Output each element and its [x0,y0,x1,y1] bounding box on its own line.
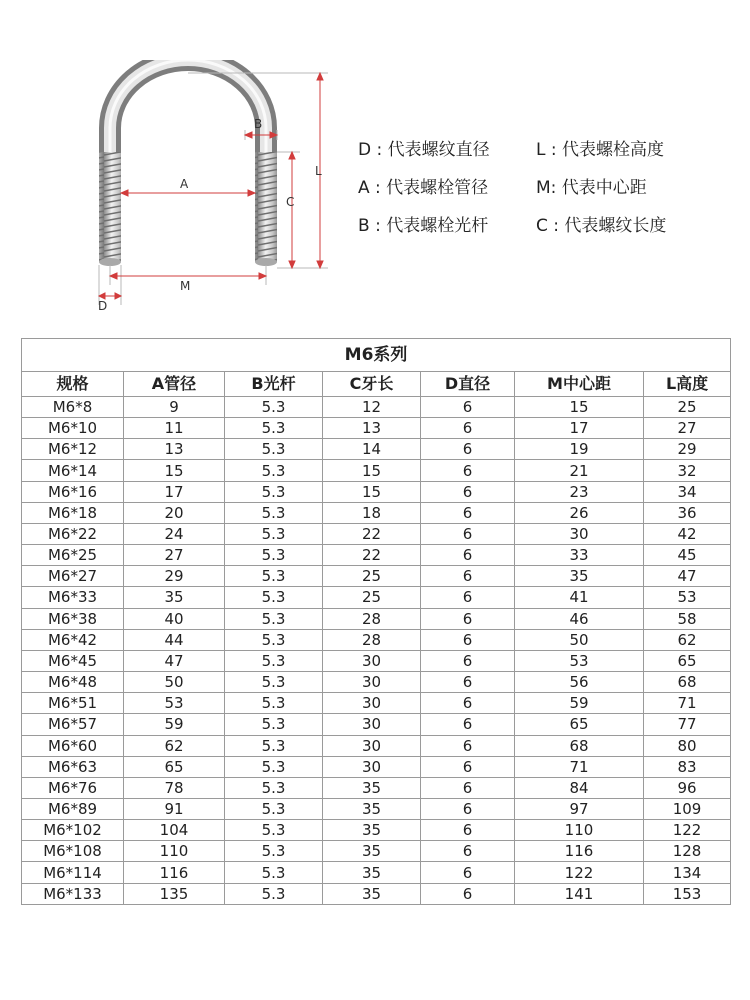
table-cell: 14 [323,439,421,460]
table-cell: M6*25 [22,545,124,566]
table-cell: 35 [515,566,644,587]
table-cell: 35 [124,587,225,608]
table-row [22,862,731,883]
table-cell: 28 [323,608,421,629]
table-cell: M6*10 [22,418,124,439]
header-a: A管径 [124,372,225,397]
table-cell: 5.3 [225,418,323,439]
table-row [22,777,731,798]
table-cell: 20 [124,502,225,523]
table-cell: 122 [515,862,644,883]
table-row [22,629,731,650]
table-cell: 91 [124,798,225,819]
table-cell: 30 [515,523,644,544]
table-cell: 6 [421,545,515,566]
u-bolt-shape [99,60,277,266]
table-cell: 23 [515,481,644,502]
table-cell: M6*14 [22,460,124,481]
table-cell: 21 [515,460,644,481]
table-row [22,735,731,756]
table-cell: 6 [421,566,515,587]
table-cell: 5.3 [225,566,323,587]
table-cell: 5.3 [225,756,323,777]
table-row [22,714,731,735]
table-cell: 15 [323,481,421,502]
table-cell: 34 [644,481,731,502]
table-row [22,608,731,629]
table-cell: 71 [644,693,731,714]
table-cell: 62 [644,629,731,650]
table-cell: 6 [421,650,515,671]
table-cell: 62 [124,735,225,756]
table-title-row [22,339,731,372]
table-title: M6系列 [22,339,731,372]
table-cell: M6*8 [22,397,124,418]
table-cell: 35 [323,862,421,883]
table-cell: 96 [644,777,731,798]
table-cell: 5.3 [225,587,323,608]
table-row [22,756,731,777]
table-cell: 5.3 [225,735,323,756]
table-cell: 35 [323,820,421,841]
header-l: L高度 [644,372,731,397]
label-c: C [286,195,295,209]
table-cell: 30 [323,693,421,714]
table-cell: 5.3 [225,397,323,418]
label-a: A [180,177,189,191]
table-cell: 17 [515,418,644,439]
table-cell: 6 [421,523,515,544]
table-cell: M6*12 [22,439,124,460]
table-cell: 22 [323,545,421,566]
table-cell: 6 [421,735,515,756]
legend-row [358,166,738,204]
table-cell: 45 [644,545,731,566]
table-cell: 40 [124,608,225,629]
table-cell: M6*76 [22,777,124,798]
table-cell: 24 [124,523,225,544]
table-cell: 78 [124,777,225,798]
table-cell: 5.3 [225,650,323,671]
label-b: B [254,117,263,131]
table-cell: M6*57 [22,714,124,735]
table-cell: 5.3 [225,841,323,862]
table-row [22,481,731,502]
table-cell: 47 [644,566,731,587]
table-cell: 68 [515,735,644,756]
table-cell: M6*133 [22,883,124,904]
table-cell: 122 [644,820,731,841]
table-cell: 5.3 [225,862,323,883]
table-row [22,650,731,671]
table-cell: M6*27 [22,566,124,587]
table-cell: 26 [515,502,644,523]
table-cell: M6*22 [22,523,124,544]
table-cell: 5.3 [225,883,323,904]
table-cell: M6*38 [22,608,124,629]
table-cell: 47 [124,650,225,671]
table-cell: M6*16 [22,481,124,502]
table-row [22,693,731,714]
table-row [22,820,731,841]
table-cell: 9 [124,397,225,418]
table-cell: 13 [323,418,421,439]
table-row [22,672,731,693]
table-cell: 5.3 [225,608,323,629]
table-cell: M6*89 [22,798,124,819]
right-thread [255,152,277,262]
table-cell: 6 [421,714,515,735]
table-row [22,523,731,544]
table-cell: 12 [323,397,421,418]
table-cell: 36 [644,502,731,523]
header-d: D直径 [421,372,515,397]
table-row [22,798,731,819]
table-cell: 65 [515,714,644,735]
table-cell: 29 [644,439,731,460]
table-cell: 116 [124,862,225,883]
dimension-legend [358,128,738,242]
table-row [22,841,731,862]
table-cell: 6 [421,841,515,862]
table-cell: 17 [124,481,225,502]
header-b: B光杆 [225,372,323,397]
table-cell: 135 [124,883,225,904]
table-cell: 32 [644,460,731,481]
table-cell: 53 [124,693,225,714]
table-row [22,587,731,608]
table-cell: 19 [515,439,644,460]
table-body [22,397,731,905]
table-cell: 6 [421,798,515,819]
table-cell: 30 [323,672,421,693]
table-cell: 29 [124,566,225,587]
table-cell: 18 [323,502,421,523]
table-cell: 83 [644,756,731,777]
table-cell: 80 [644,735,731,756]
legend-a: A : 代表螺栓管径 [358,177,489,198]
table-cell: 6 [421,481,515,502]
legend-m: M: 代表中心距 [536,177,647,198]
table-cell: 5.3 [225,820,323,841]
table-cell: 27 [644,418,731,439]
table-cell: 6 [421,777,515,798]
table-cell: 5.3 [225,460,323,481]
legend-c: C : 代表螺纹长度 [536,215,667,236]
table-cell: M6*42 [22,629,124,650]
guide-lines [99,73,328,305]
table-cell: 25 [644,397,731,418]
table-cell: 6 [421,862,515,883]
table-cell: 6 [421,608,515,629]
table-cell: M6*18 [22,502,124,523]
table-cell: 41 [515,587,644,608]
table-cell: 15 [124,460,225,481]
table-row [22,566,731,587]
table-cell: 30 [323,735,421,756]
table-cell: 71 [515,756,644,777]
table-cell: 5.3 [225,629,323,650]
legend-row [358,204,738,242]
table-cell: M6*114 [22,862,124,883]
table-cell: 5.3 [225,672,323,693]
table-cell: 25 [323,566,421,587]
table-cell: 6 [421,672,515,693]
table-cell: 11 [124,418,225,439]
legend-d: D : 代表螺纹直径 [358,139,490,160]
table-cell: M6*33 [22,587,124,608]
table-cell: 58 [644,608,731,629]
table-cell: M6*108 [22,841,124,862]
table-cell: 35 [323,798,421,819]
table-cell: 35 [323,841,421,862]
table-cell: M6*60 [22,735,124,756]
u-bolt-diagram [60,60,350,320]
table-row [22,502,731,523]
header-spec: 规格 [22,372,124,397]
table-cell: 6 [421,756,515,777]
header-c: C牙长 [323,372,421,397]
table-cell: 25 [323,587,421,608]
table-cell: 6 [421,629,515,650]
table-cell: 22 [323,523,421,544]
legend-b: B : 代表螺栓光杆 [358,215,489,236]
table-cell: M6*102 [22,820,124,841]
table-cell: 46 [515,608,644,629]
table-cell: 30 [323,650,421,671]
table-cell: 50 [515,629,644,650]
table-cell: 65 [124,756,225,777]
table-cell: M6*45 [22,650,124,671]
table-cell: 97 [515,798,644,819]
table-cell: 50 [124,672,225,693]
table-cell: 6 [421,397,515,418]
table-cell: 6 [421,587,515,608]
table-cell: 5.3 [225,481,323,502]
table-cell: 153 [644,883,731,904]
table-cell: 109 [644,798,731,819]
table-cell: 13 [124,439,225,460]
table-cell: 6 [421,820,515,841]
table-cell: 134 [644,862,731,883]
table-cell: 5.3 [225,693,323,714]
table-cell: 30 [323,756,421,777]
table-cell: 77 [644,714,731,735]
table-cell: 6 [421,502,515,523]
table-cell: 35 [323,777,421,798]
table-cell: 6 [421,883,515,904]
dimension-lines [99,73,323,299]
table-row [22,397,731,418]
table-row [22,545,731,566]
table-cell: 15 [515,397,644,418]
table-cell: 5.3 [225,502,323,523]
table-row [22,439,731,460]
table-cell: M6*51 [22,693,124,714]
table-cell: 28 [323,629,421,650]
table-cell: 110 [124,841,225,862]
table-cell: 104 [124,820,225,841]
table-cell: M6*63 [22,756,124,777]
left-thread [99,152,121,262]
table-row [22,418,731,439]
legend-row [358,128,738,166]
table-cell: 5.3 [225,545,323,566]
table-cell: 65 [644,650,731,671]
label-l: L [315,164,322,178]
table-cell: 30 [323,714,421,735]
table-cell: 53 [644,587,731,608]
table-cell: 59 [124,714,225,735]
spec-table [21,338,731,905]
table-cell: 5.3 [225,714,323,735]
table-cell: 141 [515,883,644,904]
legend-l: L : 代表螺栓高度 [536,139,665,160]
table-cell: 35 [323,883,421,904]
table-cell: 5.3 [225,777,323,798]
table-cell: 110 [515,820,644,841]
table-cell: 5.3 [225,439,323,460]
label-d: D [98,299,108,313]
table-cell: 56 [515,672,644,693]
table-cell: 27 [124,545,225,566]
table-cell: 84 [515,777,644,798]
table-cell: 59 [515,693,644,714]
table-row [22,460,731,481]
table-cell: 33 [515,545,644,566]
table-cell: 15 [323,460,421,481]
table-cell: 42 [644,523,731,544]
table-cell: 68 [644,672,731,693]
table-cell: 6 [421,460,515,481]
table-cell: 6 [421,418,515,439]
table-cell: 53 [515,650,644,671]
table-cell: 44 [124,629,225,650]
table-cell: 116 [515,841,644,862]
table-cell: 6 [421,439,515,460]
table-cell: 5.3 [225,523,323,544]
table-cell: 128 [644,841,731,862]
table-header-row [22,372,731,397]
label-m: M [180,279,191,293]
table-cell: 5.3 [225,798,323,819]
header-m: M中心距 [515,372,644,397]
table-cell: 6 [421,693,515,714]
table-row [22,883,731,904]
table-cell: M6*48 [22,672,124,693]
